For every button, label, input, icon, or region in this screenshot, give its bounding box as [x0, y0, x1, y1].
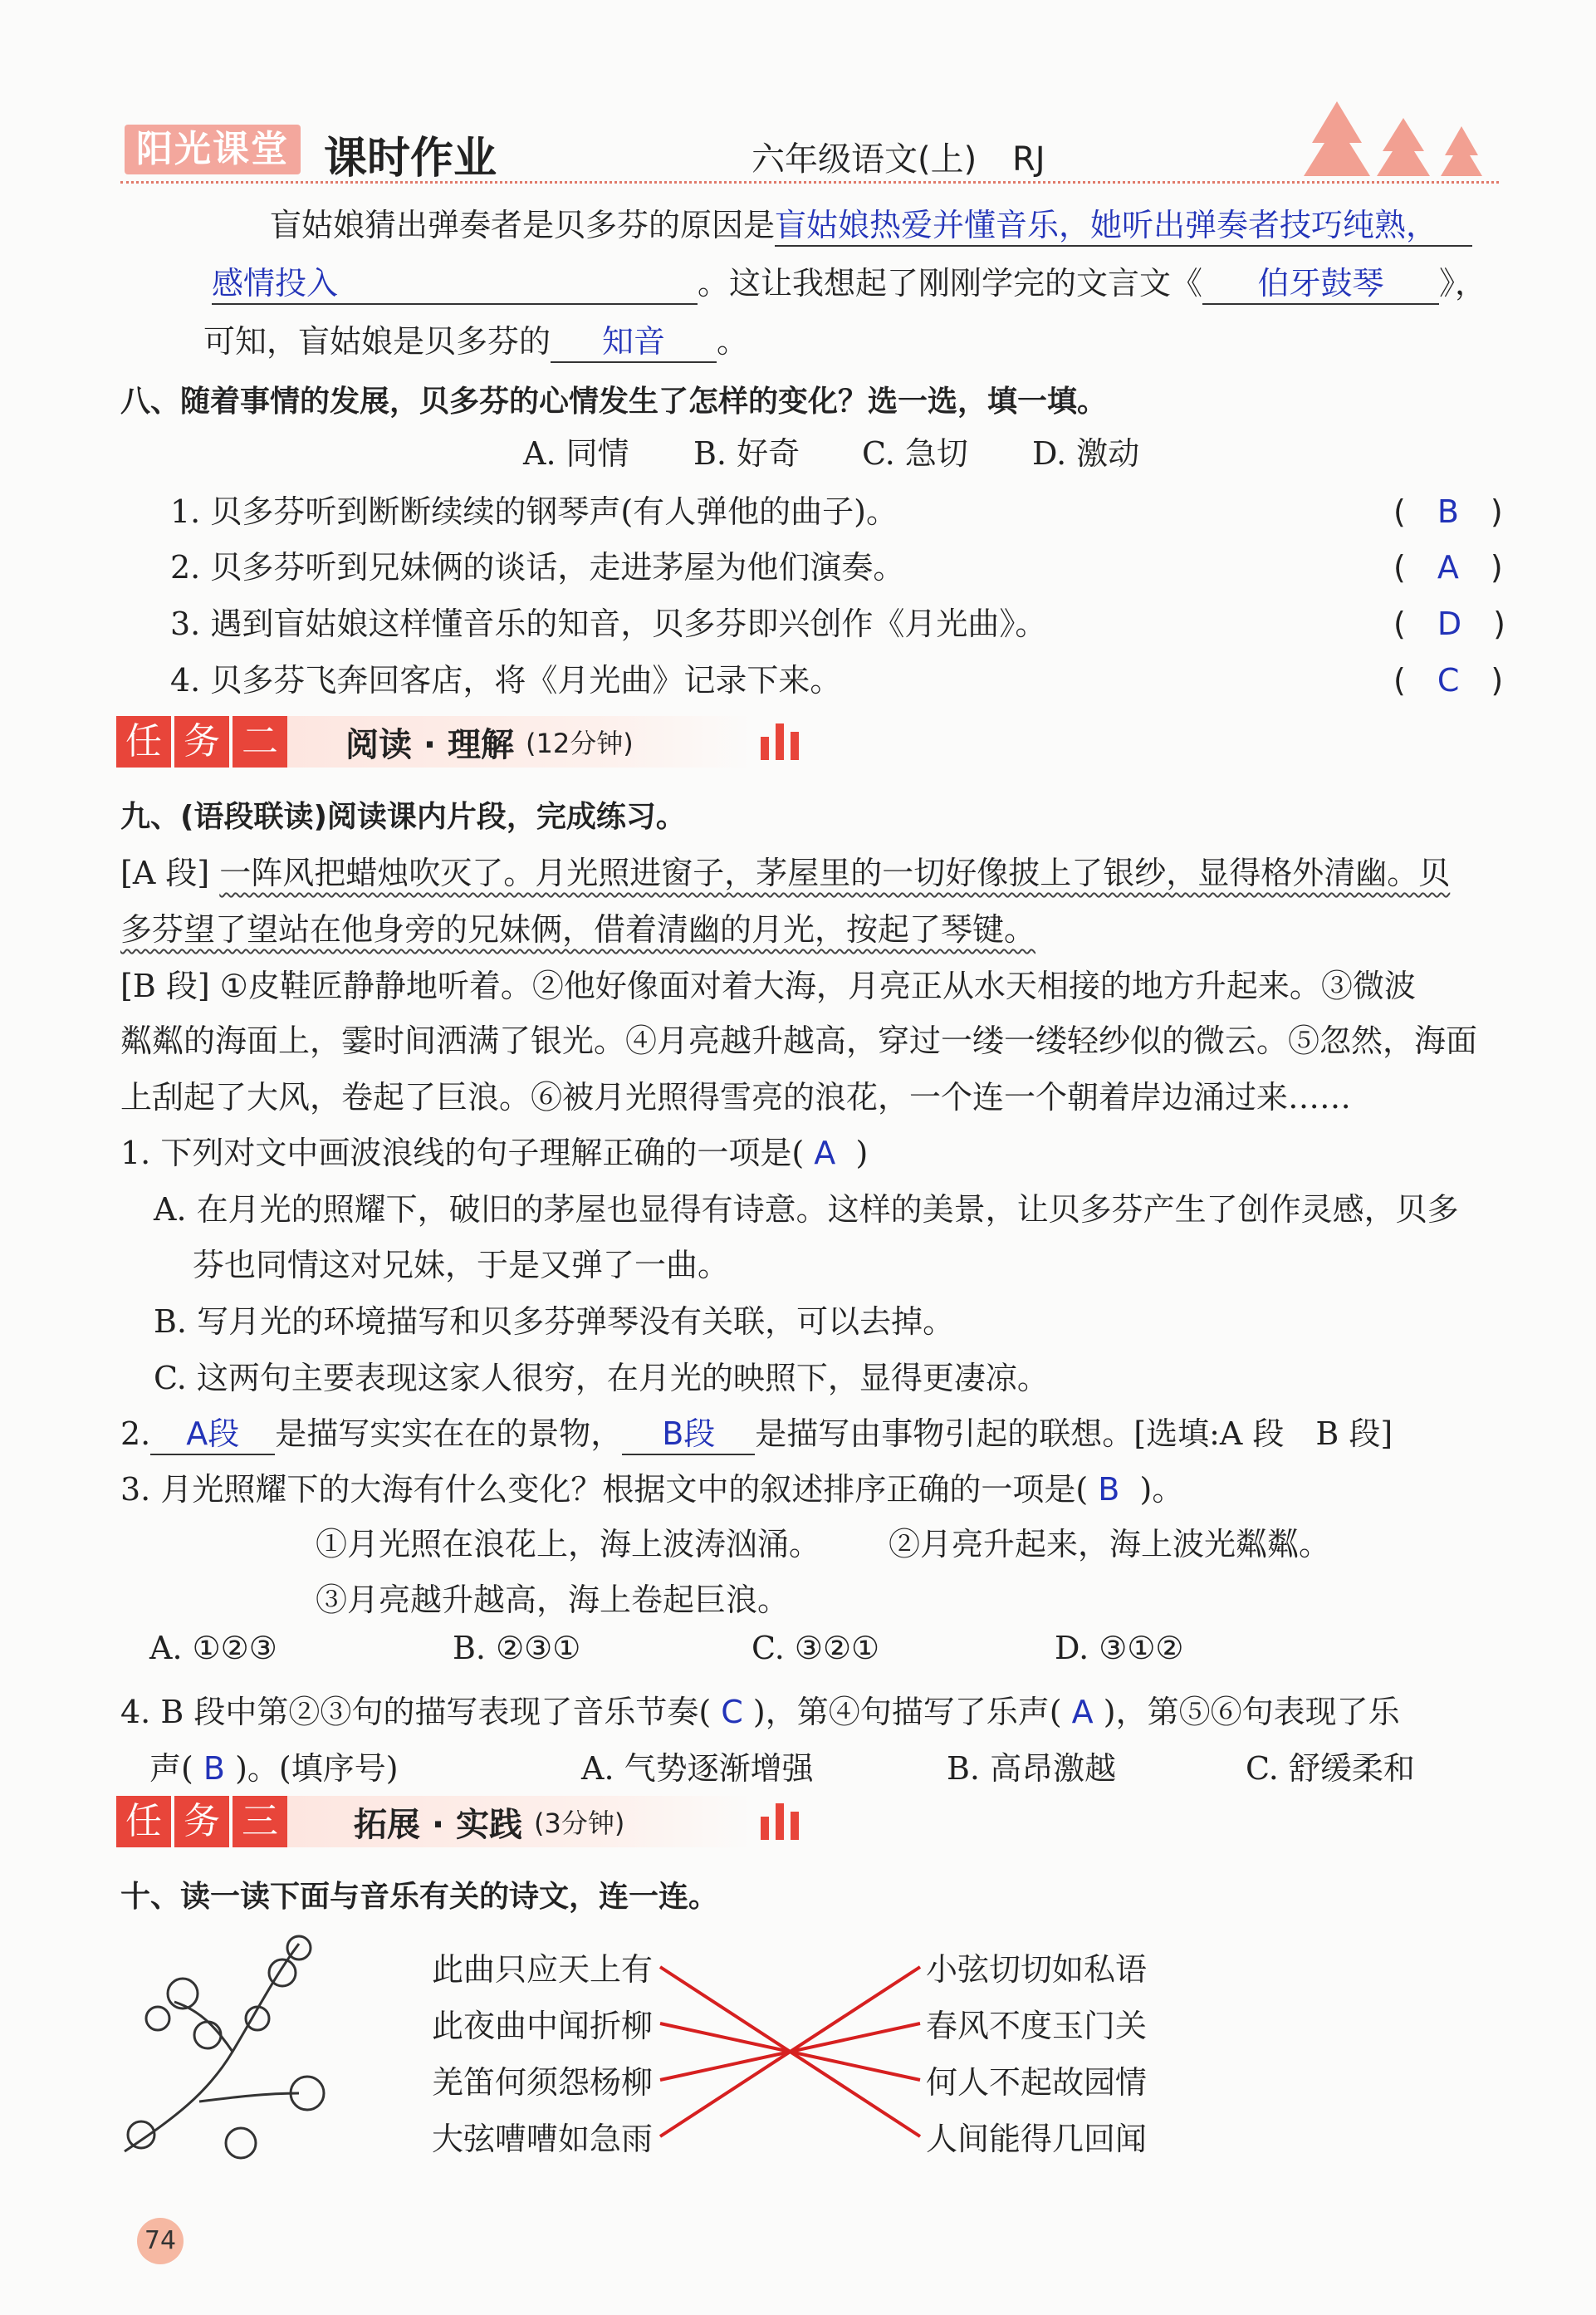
- q10-left-1: 此曲只应天上有: [432, 1951, 654, 1988]
- q8-answer-4: C: [1437, 662, 1460, 699]
- q9-b-text-1: ①皮鞋匠静静地听着。②他好像面对着大海，月亮正从水天相接的地方升起来。③微波: [219, 968, 1416, 1004]
- q9-s2-answer-1: A段: [150, 1408, 275, 1455]
- q8-answer-3: D: [1437, 606, 1462, 642]
- q9-s3-item-3: ③月亮越升越高，海上卷起巨浪。: [316, 1582, 790, 1618]
- q9-s1-opt-a-line2: 芬也同情这对兄妹，于是又弹了一曲。: [193, 1247, 730, 1283]
- q8-title: 八、随着事情的发展，贝多芬的心情发生了怎样的变化？选一选，填一填。: [120, 385, 1108, 419]
- q10-left-3: 羌笛何须怨杨柳: [432, 2064, 654, 2101]
- q9-s4-answer-1: C: [721, 1694, 743, 1730]
- q9-s3-item-2: ②月亮升起来，海上波光粼粼。: [889, 1526, 1331, 1562]
- task2-time: (12分钟): [526, 728, 634, 759]
- q9-s4-answer-3: B: [203, 1750, 225, 1787]
- task2-char-2: 务: [174, 716, 229, 768]
- q9-s3-option-a: A. ①②③: [149, 1630, 277, 1666]
- task3-char-2: 务: [174, 1796, 229, 1847]
- q9-s4-option-a: A. 气势逐渐增强: [581, 1750, 814, 1787]
- q9-s3-answer: B: [1098, 1471, 1120, 1508]
- q8-option-a: A. 同情: [523, 435, 629, 472]
- task2-title: 阅读 · 理解: [345, 725, 515, 764]
- q9-s2-num: 2.: [120, 1415, 151, 1452]
- q9-b-label: [B 段]: [120, 968, 210, 1004]
- q7-mid: 。这让我想起了刚刚学完的文言文《: [698, 265, 1203, 302]
- q10-right-3: 何人不起故园情: [926, 2064, 1148, 2101]
- q9-s1-opt-a-line1: A. 在月光的照耀下，破旧的茅屋也显得有诗意。这样的美景，让贝多芬产生了创作灵感，贝多: [154, 1191, 1459, 1228]
- q9-s4-answer-2: A: [1071, 1694, 1094, 1730]
- q10-right-1: 小弦切切如私语: [926, 1951, 1148, 1988]
- q9-s4-option-b: B. 高昂激越: [947, 1750, 1117, 1787]
- q10-right-4: 人间能得几回闻: [926, 2121, 1148, 2157]
- q9-s3-option-b: B. ②③①: [453, 1630, 581, 1666]
- q9-a-label: [A 段]: [120, 855, 210, 891]
- task3-char-3: 三: [233, 1796, 287, 1847]
- q8-answer-4-paren: ( C ): [1393, 662, 1504, 699]
- q9-s4-text-a: 4. B 段中第②③句的描写表现了音乐节奏(: [120, 1694, 712, 1730]
- q9-s3-option-d: D. ③①②: [1055, 1630, 1184, 1666]
- q9-s3-option-c: C. ③②①: [751, 1630, 880, 1666]
- q9-s2-end: 是描写由事物引起的联想。[选填:A 段 B 段]: [755, 1415, 1393, 1452]
- q9-s1-opt-c: C. 这两句主要表现这家人很穷，在月光的映照下，显得更凄凉。: [154, 1360, 1049, 1396]
- q9-s4-text-d: 声(: [149, 1750, 193, 1787]
- q8-item-1: 1. 贝多芬听到断断续续的钢琴声(有人弹他的曲子)。: [170, 493, 898, 530]
- q10-title: 十、读一读下面与音乐有关的诗文，连一连。: [120, 1880, 719, 1914]
- q7-line3-prefix: 可知，盲姑娘是贝多芬的: [203, 323, 551, 360]
- q7-end: 》，: [1439, 265, 1487, 302]
- q10-right-2: 春风不度玉门关: [926, 2008, 1148, 2044]
- q9-s3-item-1: ①月光照在浪花上，海上波涛汹涌。: [316, 1526, 821, 1562]
- task3-time: (3分钟): [534, 1807, 625, 1839]
- q9-b-line2: 粼粼的海面上，霎时间洒满了银光。④月亮越升越高，穿过一缕一缕轻纱似的微云。⑤忽然，海面: [120, 1023, 1478, 1059]
- q9-s2-mid: 是描写实实在在的景物，: [275, 1415, 623, 1452]
- task3-char-1: 任: [116, 1796, 171, 1847]
- q8-option-c: C. 急切: [862, 435, 968, 472]
- grade-text: 六年级语文(上): [751, 140, 977, 179]
- q9-s1-text: 1. 下列对文中画波浪线的句子理解正确的一项是(: [120, 1135, 805, 1171]
- edition-text: RJ: [1011, 140, 1045, 179]
- task2-char-3: 二: [233, 716, 287, 768]
- q7-line3-end: 。: [717, 323, 749, 360]
- q9-s4-text-e: )。(填序号): [235, 1750, 399, 1787]
- q8-answer-3-paren: ( D ): [1393, 606, 1505, 642]
- q9-s4-text-c: )，第⑤⑥句表现了乐: [1103, 1694, 1400, 1730]
- q10-left-2: 此夜曲中闻折柳: [432, 2008, 654, 2044]
- q9-s4-option-c: C. 舒缓柔和: [1246, 1750, 1415, 1787]
- task3-title: 拓展 · 实践: [354, 1805, 523, 1844]
- q9-s1-end: ): [855, 1135, 869, 1171]
- q9-s3-text: 3. 月光照耀下的大海有什么变化？根据文中的叙述排序正确的一项是(: [120, 1471, 1089, 1508]
- q9-s4-text-b: )，第④句描写了乐声(: [752, 1694, 1062, 1730]
- q7-answer-4: 知音: [551, 316, 717, 363]
- q9-s1-answer: A: [814, 1135, 836, 1171]
- q8-answer-1-paren: ( B ): [1393, 493, 1503, 530]
- brand-title: 课时作业: [324, 134, 497, 184]
- q9-a-text-1: 一阵风把蜡烛吹灭了。月光照进窗子，茅屋里的一切好像披上了银纱，显得格外清幽。贝: [219, 855, 1451, 891]
- q7-answer-3: 伯牙鼓琴: [1202, 257, 1439, 305]
- q9-b-line3: 上刮起了大风，卷起了巨浪。⑥被月光照得雪亮的浪花，一个连一个朝着岸边涌过来……: [120, 1079, 1352, 1116]
- q7-prefix: 盲姑娘猜出弹奏者是贝多芬的原因是: [270, 207, 776, 243]
- q8-answer-2: A: [1437, 549, 1459, 586]
- q7-answer-2: 感情投入: [212, 257, 698, 305]
- q8-answer-2-paren: ( A ): [1393, 549, 1503, 586]
- page-number: 74: [137, 2218, 184, 2264]
- q8-option-d: D. 激动: [1032, 435, 1140, 472]
- q8-item-2: 2. 贝多芬听到兄妹俩的谈话，走进茅屋为他们演奏。: [170, 549, 905, 586]
- q9-a-text-2: 多芬望了望站在他身旁的兄妹俩，借着清幽的月光，按起了琴键。: [120, 911, 1036, 948]
- q9-s2-answer-2: B段: [622, 1408, 755, 1455]
- q10-left-4: 大弦嘈嘈如急雨: [432, 2121, 654, 2157]
- task2-char-1: 任: [116, 716, 171, 768]
- q8-item-4: 4. 贝多芬飞奔回客店，将《月光曲》记录下来。: [170, 662, 842, 699]
- q8-item-3: 3. 遇到盲姑娘这样懂音乐的知音，贝多芬即兴创作《月光曲》。: [170, 606, 1047, 642]
- q8-option-b: B. 好奇: [693, 435, 800, 472]
- brand-badge: 阳光课堂: [125, 125, 301, 174]
- q9-title: 九、(语段联读)阅读课内片段，完成练习。: [120, 800, 686, 834]
- q7-answer-1: 盲姑娘热爱并懂音乐，她听出弹奏者技巧纯熟，: [775, 199, 1472, 247]
- q9-s1-opt-b: B. 写月光的环境描写和贝多芬弹琴没有关联，可以去掉。: [154, 1303, 955, 1340]
- q8-answer-1: B: [1437, 493, 1459, 530]
- q9-s3-end: )。: [1139, 1471, 1184, 1508]
